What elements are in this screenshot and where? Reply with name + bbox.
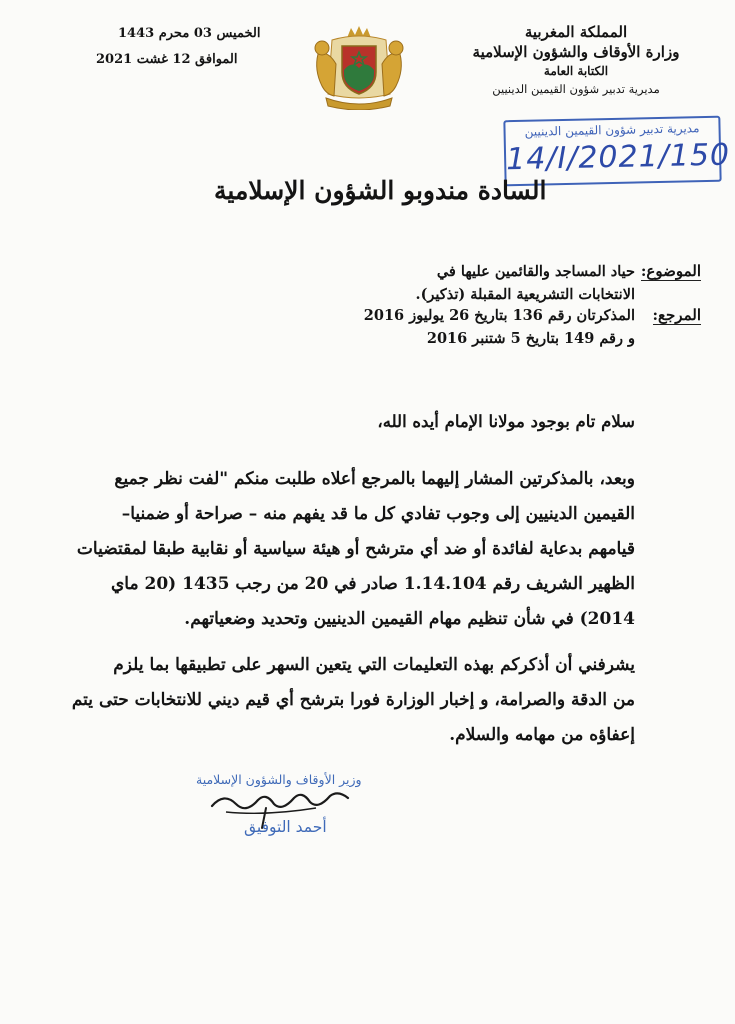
hijri-date: الخميس 03 محرم 1443	[118, 26, 261, 41]
subject-line-2: الانتخابات التشريعية المقبلة (تذكير).	[415, 286, 635, 303]
paragraph-line: وبعد، بالمذكرتين المشار إليهما بالمرجع أعلاه طلبت منكم "لفت نظر جميع	[114, 469, 635, 489]
subject-line-1: حياد المساجد والقائمين عليها في	[436, 263, 635, 280]
stamp-number: 14/I/2021/150	[505, 137, 731, 178]
paragraph-line: الظهير الشريف رقم 1.14.104 صادر في 20 من رجب 1435 (20 ماي	[110, 574, 635, 594]
paragraph-line: يشرفني أن أذكركم بهذه التعليمات التي يتعين السهر على تطبيقها بما يلزم	[113, 655, 635, 675]
coat-of-arms-icon	[312, 24, 406, 110]
greeting: سلام تام بوجود مولانا الإمام أيده الله،	[377, 412, 635, 431]
reference-line-1: المذكرتان رقم 136 بتاريخ 26 يوليوز 2016	[363, 307, 635, 324]
paragraph-line: إعفاؤه من مهامه والسلام.	[449, 725, 635, 745]
signatory-name: أحمد التوفيق	[244, 818, 327, 836]
paragraph-line: قيامهم بدعاية لفائدة أو ضد أي مترشح أو هيئة سياسية أو نقابية طبقا لمقتضيات	[76, 539, 635, 559]
reference-line-2: و رقم 149 بتاريخ 5 شتنبر 2016	[426, 330, 635, 347]
subject-label: الموضوع:	[640, 262, 701, 280]
ministry-header	[451, 22, 701, 98]
signatory-title: وزير الأوقاف والشؤون الإسلامية	[196, 772, 362, 787]
gregorian-date: الموافق 12 غشت 2021	[96, 52, 238, 67]
reference-label: المرجع:	[652, 306, 701, 324]
secretariat-name: الكتابة العامة	[543, 64, 609, 78]
kingdom-name: المملكة المغربية	[524, 23, 628, 41]
directorate-name: مديرية تدبير شؤون القيمين الدينيين	[492, 82, 660, 96]
paragraph-line: من الدقة والصرامة، و إخبار الوزارة فورا بترشح أي قيم ديني للانتخابات حتى يتم	[71, 690, 635, 710]
paragraph-line: 2014) في شأن تنظيم مهام القيمين الدينيين وتحديد وضعياتهم.	[184, 609, 635, 629]
stamp-title: مديرية تدبير شؤون القيمين الدينيين	[524, 121, 700, 139]
addressee-heading: السادة مندوبو الشؤون الإسلامية	[214, 176, 547, 205]
ministry-name: وزارة الأوقاف والشؤون الإسلامية	[472, 43, 680, 61]
paragraph-1	[40, 462, 635, 637]
paragraph-line: القيمين الدينيين إلى وجوب تفادي كل ما قد يفهم منه – صراحة أو ضمنيا–	[121, 504, 635, 524]
paragraph-2	[40, 648, 635, 753]
